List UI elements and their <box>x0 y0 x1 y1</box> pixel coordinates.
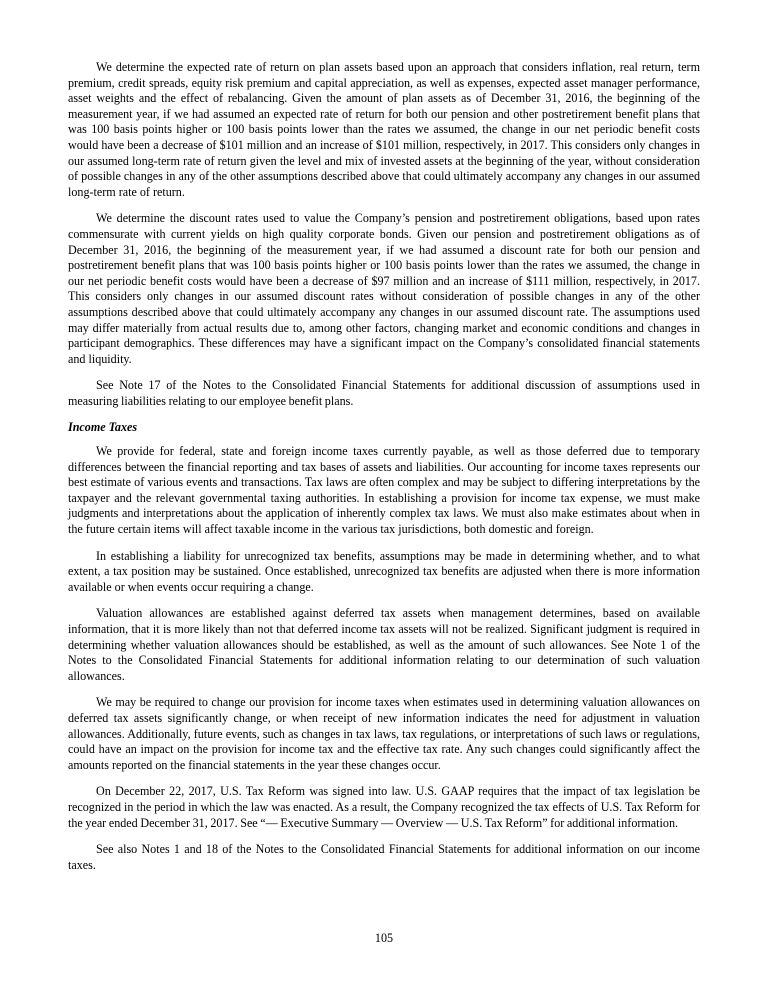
paragraph-change-in-provision: We may be required to change our provision for income taxes when estimates used in determining valuation allowances on deferred tax assets significantly change, or when receipt of new information indicates the need for adjustment in valuation allowances. Additionally, future events, such as changes in tax laws, tax regulations, or interpretations of such laws or regulations, could have an impact on the provision for income tax and the effective tax rate. Any such changes could significantly affect the amounts reported on the financial statements in the year these changes occur. <box>68 695 700 772</box>
paragraph-expected-rate-of-return: We determine the expected rate of return on plan assets based upon an approach that considers inflation, real return, term premium, credit spreads, equity risk premium and capital appreciation, as well as expenses, expected asset manager performance, asset weights and the effect of rebalancing. Given the amount of plan assets as of December 31, 2016, the beginning of the measurement year, if we had assumed an expected rate of return for both our pension and other postretirement benefit plans that was 100 basis points higher or 100 basis points lower than the rates we assumed, the change in our net periodic benefit costs would have been a decrease of $101 million and an increase of $101 million, respectively, in 2017. This considers only changes in our assumed long-term rate of return given the level and mix of invested assets at the beginning of the year, without consideration of possible changes in any of the other assumptions described above that could ultimately accompany any changes in our assumed long-term rate of return. <box>68 60 700 199</box>
paragraph-see-note-17: See Note 17 of the Notes to the Consolidated Financial Statements for additional discussion of assumptions used in measuring liabilities relating to our employee benefit plans. <box>68 378 700 408</box>
paragraph-valuation-allowances: Valuation allowances are established against deferred tax assets when management determines, based on available information, that it is more likely than not that deferred income tax assets will not be realized. Significant judgment is required in determining whether valuation allowances should be established, as well as the amount of such allowances. See Note 1 of the Notes to the Consolidated Financial Statements for additional information relating to our determination of such valuation allowances. <box>68 606 700 683</box>
paragraph-unrecognized-tax-benefits: In establishing a liability for unrecognized tax benefits, assumptions may be made in determining whether, and to what extent, a tax position may be sustained. Once established, unrecognized tax benefits are adjusted when there is more information available or when events occur requiring a change. <box>68 548 700 594</box>
heading-income-taxes: Income Taxes <box>68 420 138 435</box>
paragraph-see-also-notes: See also Notes 1 and 18 of the Notes to the Consolidated Financial Statements for additional information on our income taxes. <box>68 842 700 872</box>
paragraph-us-tax-reform: On December 22, 2017, U.S. Tax Reform was signed into law. U.S. GAAP requires that the impact of tax legislation be recognized in the period in which the law was enacted. As a result, the Company recognized the tax effects of U.S. Tax Reform for the year ended December 31, 2017. See “— Executive Summary — Overview — U.S. Tax Reform” for additional information. <box>68 784 700 830</box>
paragraph-income-tax-provision: We provide for federal, state and foreign income taxes currently payable, as well as those deferred due to temporary differences between the financial reporting and tax bases of assets and liabilities. Our accounting for income taxes represents our best estimate of various events and transactions. Tax laws are often complex and may be subject to differing interpretations by the taxpayer and the relevant governmental taxing authorities. In establishing a provision for income tax expense, we must make judgments and interpretations about the application of inherently complex tax laws. We must also make estimates about when in the future certain items will affect taxable income in the various tax jurisdictions, both domestic and foreign. <box>68 444 700 537</box>
page-number: 105 <box>374 931 394 945</box>
paragraph-discount-rates: We determine the discount rates used to value the Company’s pension and postretirement obligations, based upon rates commensurate with current yields on high quality corporate bonds. Given our pension and postretirement obligations as of December 31, 2016, the beginning of the measurement year, if we had assumed a discount rate for both our pension and postretirement benefit plans that was 100 basis points higher or 100 basis points lower than the rates we assumed, the change in our net periodic benefit costs would have been a decrease of $97 million and an increase of $111 million, respectively, in 2017. This considers only changes in our assumed discount rates without consideration of possible changes in any of the other assumptions described above that could ultimately accompany any changes in our assumed discount rate. The assumptions used may differ materially from actual results due to, among other factors, changing market and economic conditions and changes in participant demographics. These differences may have a significant impact on the Company’s consolidated financial statements and liquidity. <box>68 211 700 366</box>
